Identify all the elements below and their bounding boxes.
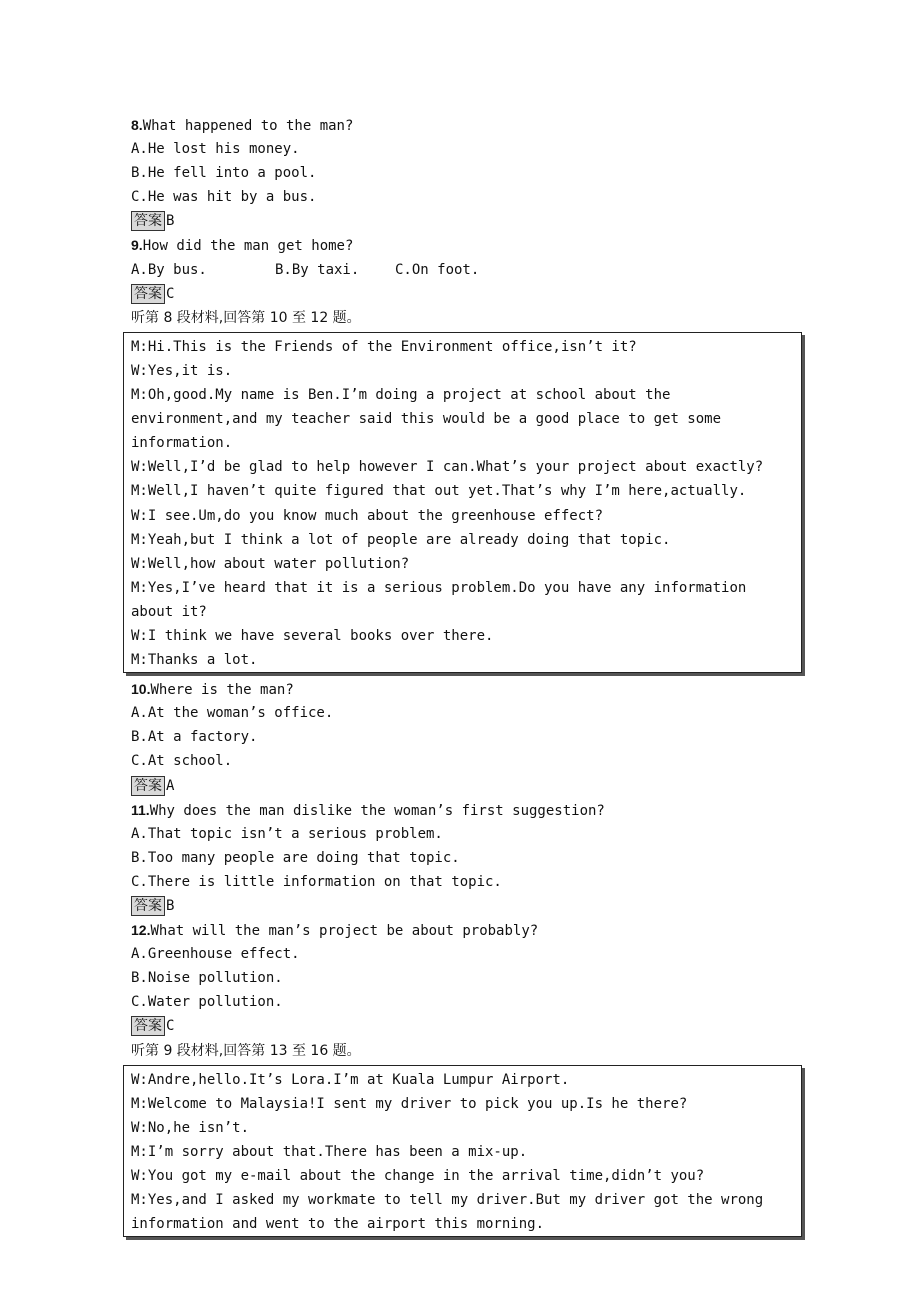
answer-line [131, 209, 799, 233]
answer-tag: 答案 [131, 896, 165, 916]
option-c: C.Water pollution. [131, 994, 283, 1011]
question-number: 8. [131, 117, 143, 133]
exam-page [131, 113, 799, 1241]
option-c: C.At school. [131, 753, 233, 770]
answer-value: C [166, 1018, 175, 1035]
dialogue-line: W:Well,I’d be glad to help however I can.What’s your project about exactly? [131, 459, 764, 476]
question-number: 10. [131, 681, 151, 698]
option-a: A.He lost his money. [131, 141, 300, 158]
question-8 [131, 113, 799, 137]
option-b: B.At a factory. [131, 729, 258, 746]
dialogue-line: M:Oh,good.My name is Ben.I’m doing a project at school about the environment,and my teacher said this would be a good place to get some information. [131, 387, 722, 452]
answer-line [131, 894, 799, 918]
option-b: B.Noise pollution. [131, 970, 283, 987]
dialogue-line: W:I see.Um,do you know much about the greenhouse effect? [131, 507, 604, 524]
dialogue-line: W:Well,how about water pollution? [131, 555, 410, 572]
section-heading-9: 听第 9 段材料,回答第 13 至 16 题。 [131, 1042, 361, 1059]
answer-line [131, 282, 799, 306]
question-10 [131, 677, 799, 701]
option-b: B.By taxi. [275, 261, 360, 278]
answer-line [131, 1014, 799, 1038]
answer-line [131, 774, 799, 798]
dialogue-line: M:Yes,I’ve heard that it is a serious problem.Do you have any information about it? [131, 579, 747, 620]
option-a: A.That topic isn’t a serious problem. [131, 825, 443, 842]
answer-value: B [166, 213, 175, 230]
question-number: 11. [131, 801, 150, 818]
answer-tag: 答案 [131, 776, 165, 796]
question-text: What will the man’s project be about probably? [150, 923, 539, 940]
dialogue-line: M:Yes,and I asked my workmate to tell my driver.But my driver got the wrong information and went to the airport this morning. [131, 1192, 764, 1233]
dialogue-line: M:Welcome to Malaysia!I sent my driver to pick you up.Is he there? [131, 1095, 688, 1112]
dialogue-line: W:You got my e-mail about the change in the arrival time,didn’t you? [131, 1168, 705, 1185]
question-9 [131, 233, 799, 257]
answer-value: B [166, 898, 175, 914]
option-c: C.He was hit by a bus. [131, 189, 317, 206]
options-row [131, 258, 799, 282]
question-text: Why does the man dislike the woman’s first suggestion? [149, 802, 605, 819]
question-text: Where is the man? [150, 682, 294, 699]
answer-value: C [166, 285, 175, 302]
option-c: C.There is little information on that topic. [131, 873, 502, 890]
option-a: A.By bus. [131, 261, 207, 278]
option-b: B.He fell into a pool. [131, 165, 317, 182]
answer-tag: 答案 [131, 1016, 165, 1036]
question-text: What happened to the man? [142, 118, 354, 134]
answer-tag: 答案 [131, 284, 165, 304]
dialogue-line: W:Andre,hello.It’s Lora.I’m at Kuala Lumpur Airport. [131, 1071, 570, 1088]
option-a: A.Greenhouse effect. [131, 946, 300, 963]
option-c: C.On foot. [395, 261, 480, 278]
dialogue-line: M:Well,I haven’t quite figured that out yet.That’s why I’m here,actually. [131, 483, 747, 500]
answer-tag: 答案 [131, 211, 165, 231]
option-a: A.At the woman’s office. [131, 705, 334, 722]
option-b: B.Too many people are doing that topic. [131, 849, 460, 866]
dialogue-box-9 [123, 1065, 802, 1238]
dialogue-box-8 [123, 332, 802, 673]
dialogue-line: M:Thanks a lot. [131, 652, 258, 669]
dialogue-line: W:I think we have several books over there. [131, 627, 494, 644]
question-12 [131, 918, 799, 942]
dialogue-line: M:Hi.This is the Friends of the Environment office,isn’t it? [131, 338, 637, 355]
section-heading-8: 听第 8 段材料,回答第 10 至 12 题。 [131, 309, 361, 326]
question-11 [131, 798, 799, 822]
dialogue-line: W:Yes,it is. [131, 362, 233, 379]
dialogue-line: M:I’m sorry about that.There has been a mix-up. [131, 1143, 528, 1160]
dialogue-line: M:Yeah,but I think a lot of people are already doing that topic. [131, 531, 671, 548]
dialogue-line: W:No,he isn’t. [131, 1119, 250, 1136]
question-text: How did the man get home? [142, 238, 354, 255]
question-number: 12. [131, 922, 151, 939]
question-number: 9. [131, 237, 143, 254]
answer-value: A [166, 777, 175, 794]
